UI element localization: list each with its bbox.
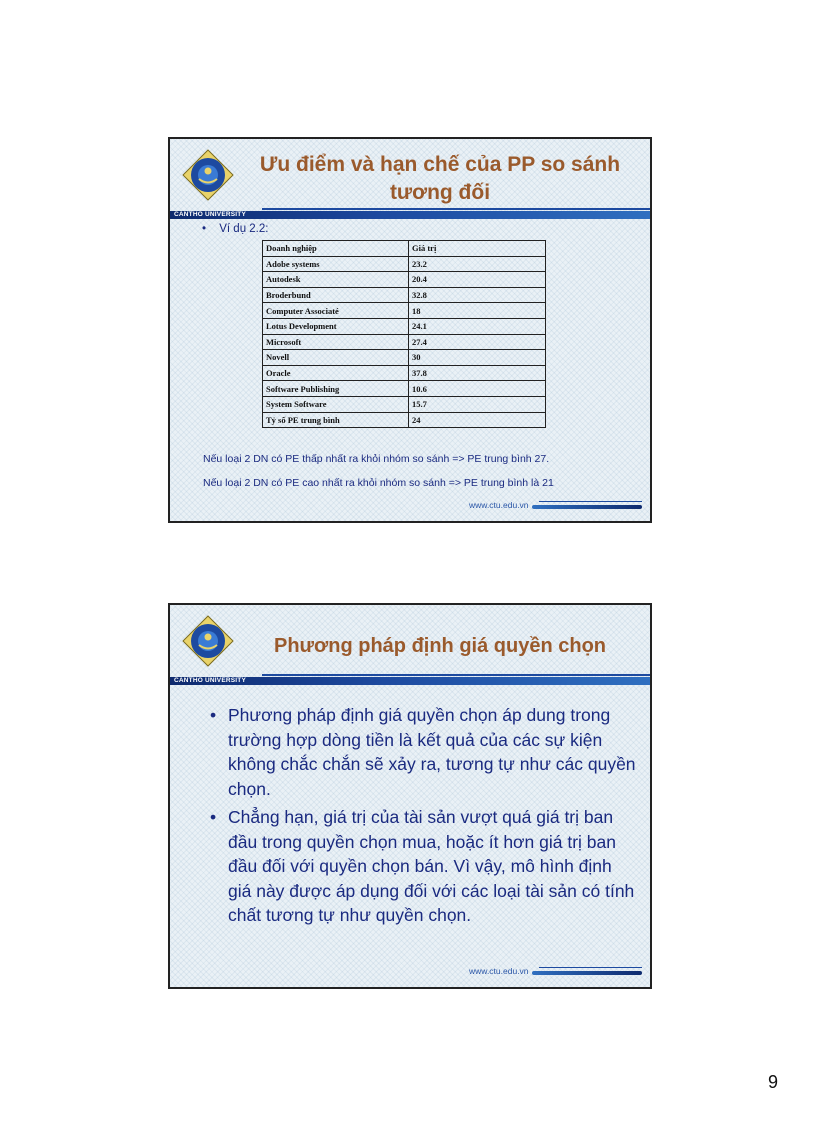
table-row xyxy=(263,287,546,303)
note-low-pe: Nếu loại 2 DN có PE thấp nhất ra khỏi nhóm so sánh => PE trung bình 27. xyxy=(203,453,550,465)
pe-table xyxy=(262,240,546,428)
table-cell: 37.8 xyxy=(409,365,546,381)
example-label: Ví dụ 2.2: xyxy=(219,223,269,235)
bullet-list xyxy=(206,703,636,932)
table-cell: 27.4 xyxy=(409,334,546,350)
table-cell: Autodesk xyxy=(263,272,409,288)
page-number: 9 xyxy=(768,1072,779,1092)
table-row xyxy=(263,396,546,412)
footer-bar xyxy=(532,971,642,975)
footer-line xyxy=(539,501,642,502)
table-cell: 18 xyxy=(409,303,546,319)
table-cell: Computer Associaté xyxy=(263,303,409,319)
note-high-pe: Nếu loại 2 DN có PE cao nhất ra khỏi nhóm so sánh => PE trung bình là 21 xyxy=(203,477,554,489)
table-row xyxy=(263,412,546,428)
slide-footer xyxy=(469,499,644,515)
table-cell: System Software xyxy=(263,396,409,412)
table-cell: 20.4 xyxy=(409,272,546,288)
table-cell: 24.1 xyxy=(409,318,546,334)
table-header-cell: Giá trị xyxy=(409,241,546,257)
footer-bar xyxy=(532,505,642,509)
university-name: CANTHO UNIVERSITY xyxy=(174,211,247,218)
list-item-text: Chẳng hạn, giá trị của tài sản vượt quá giá trị ban đầu trong quyền chọn mua, hoặc ít hơn giá trị ban đầu đối với quyền chọn bán. Vì vậy, mô hình định giá này được áp dụng đối với các loại tài sản có tính chất tương tự như quyền chọn. xyxy=(228,807,635,925)
slide-title-line-1: Ưu điểm và hạn chế của PP so sánh xyxy=(259,153,621,176)
slide-footer xyxy=(469,965,644,981)
table-cell: Adobe systems xyxy=(263,256,409,272)
header-band-line xyxy=(262,674,650,676)
table-cell: Broderbund xyxy=(263,287,409,303)
table-cell: Oracle xyxy=(263,365,409,381)
footer-url: www.ctu.edu.vn xyxy=(469,500,529,510)
example-bullet xyxy=(202,223,268,235)
header-band-line xyxy=(262,208,650,210)
table-row xyxy=(263,256,546,272)
table-cell: Microsoft xyxy=(263,334,409,350)
table-row xyxy=(263,381,546,397)
table-row xyxy=(263,318,546,334)
table-cell: 10.6 xyxy=(409,381,546,397)
table-cell: Software Publishing xyxy=(263,381,409,397)
slide-1 xyxy=(168,137,652,523)
slide-title: Phương pháp định giá quyền chọn xyxy=(273,635,607,657)
table-header-row xyxy=(263,241,546,257)
table-cell: 32.8 xyxy=(409,287,546,303)
table-cell: 23.2 xyxy=(409,256,546,272)
table-cell: Lotus Development xyxy=(263,318,409,334)
table-cell: 24 xyxy=(409,412,546,428)
table-row xyxy=(263,272,546,288)
list-item-text: Phương pháp định giá quyền chọn áp dung trong trường hợp dòng tiền là kết quả của các sự kiện không chắc chắn sẽ xảy ra, tương tự như các quyền chọn. xyxy=(228,705,636,799)
university-name: CANTHO UNIVERSITY xyxy=(174,677,247,684)
bullet-marker: • xyxy=(210,705,217,725)
table-header-cell: Doanh nghiệp xyxy=(263,241,409,257)
table-row xyxy=(263,334,546,350)
table-cell: 15.7 xyxy=(409,396,546,412)
list-item xyxy=(206,805,636,928)
table-row xyxy=(263,350,546,366)
university-logo-icon xyxy=(182,615,234,667)
slide-2 xyxy=(168,603,652,989)
bullet-marker: • xyxy=(202,223,207,235)
table-cell: 30 xyxy=(409,350,546,366)
table-cell: Tỷ số PE trung bình xyxy=(263,412,409,428)
footer-line xyxy=(539,967,642,968)
bullet-marker: • xyxy=(210,807,217,827)
table-row xyxy=(263,303,546,319)
university-logo-icon xyxy=(182,149,234,201)
table-cell: Novell xyxy=(263,350,409,366)
table-row xyxy=(263,365,546,381)
footer-url: www.ctu.edu.vn xyxy=(469,966,529,976)
list-item xyxy=(206,703,636,801)
slide-title-line-2: tương đối xyxy=(389,181,491,204)
